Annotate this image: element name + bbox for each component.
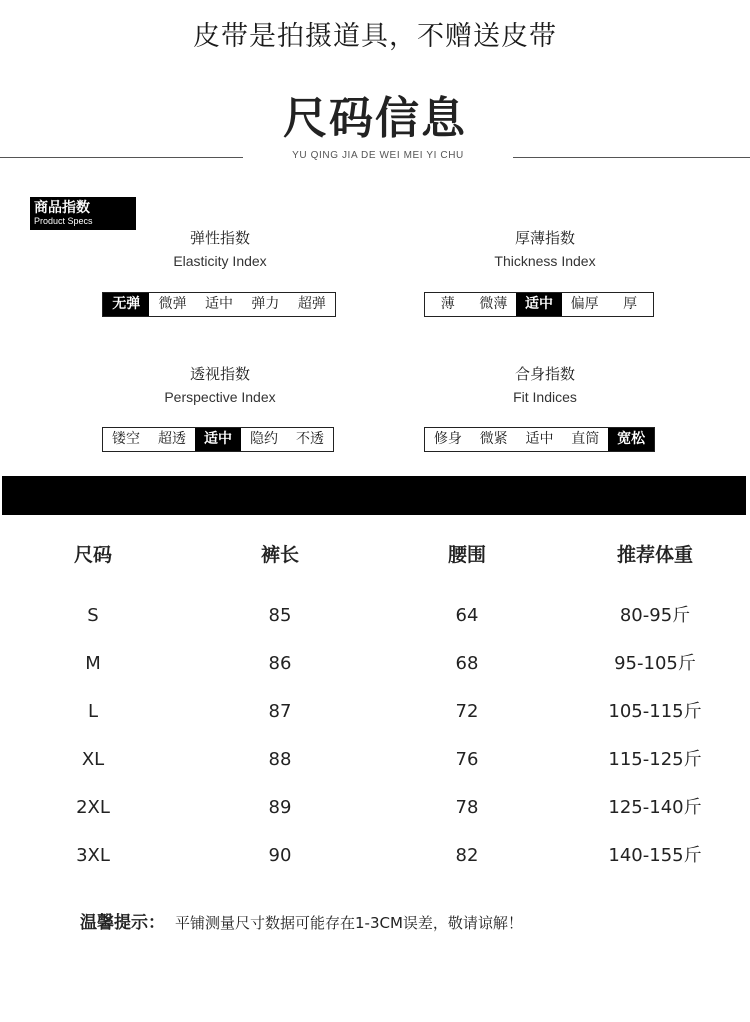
elasticity-option: 无弹: [103, 293, 149, 316]
section-divider-bar: [2, 476, 746, 515]
perspective-title-en: Perspective Index: [164, 389, 276, 405]
elasticity-index: [120, 228, 320, 270]
cell-waist: 72: [455, 701, 479, 722]
fit-scale: [424, 427, 655, 452]
header-weight: 推荐体重: [616, 544, 693, 566]
fit-option: 适中: [525, 431, 554, 447]
cell-weight: 95-105斤: [614, 653, 696, 674]
thickness-option: 偏厚: [570, 296, 599, 312]
fit-title: 合身指数: [514, 365, 575, 383]
cell-length: 85: [268, 605, 292, 626]
cell-waist: 64: [455, 605, 479, 626]
elasticity-option: 微弹: [158, 296, 187, 312]
cell-length: 90: [268, 845, 292, 866]
cell-weight: 125-140斤: [608, 797, 702, 818]
cell-waist: 76: [455, 749, 479, 770]
elasticity-scale: [102, 292, 336, 317]
fit-option: 直筒: [571, 431, 600, 447]
elasticity-option: 超弹: [297, 296, 326, 312]
notice-text: 皮带是拍摄道具，不赠送皮带: [193, 21, 557, 52]
cell-weight: 140-155斤: [608, 845, 702, 866]
product-specs-label-en: Product Specs: [34, 216, 93, 226]
perspective-option: 超透: [158, 431, 186, 447]
thickness-option: 厚: [623, 296, 638, 312]
page-title: 尺码信息: [283, 93, 467, 144]
table-row: [0, 793, 750, 823]
perspective-option: 镂空: [112, 431, 140, 447]
fit-option: 修身: [433, 431, 462, 447]
product-specs-badge: [30, 197, 136, 230]
cell-size: XL: [81, 749, 105, 770]
thickness-title: 厚薄指数: [514, 229, 575, 247]
perspective-index: [120, 364, 320, 406]
table-header-row: [0, 540, 750, 570]
thickness-option: 薄: [440, 296, 455, 312]
cell-length: 87: [268, 701, 292, 722]
pinyin-subtitle: YU QING JIA DE WEI MEI YI CHU: [292, 150, 464, 161]
perspective-option: 适中: [195, 428, 241, 451]
fit-option: 宽松: [608, 428, 654, 451]
table-row: [0, 745, 750, 775]
table-row: [0, 841, 750, 871]
perspective-option: 隐约: [250, 431, 278, 447]
header-length: 裤长: [260, 544, 299, 566]
elasticity-title: 弹性指数: [189, 229, 250, 247]
warm-tip-text: 平铺测量尺寸数据可能存在1-3CM误差，敬请谅解！: [175, 914, 523, 932]
header-waist: 腰围: [447, 544, 486, 566]
fit-index: [445, 364, 645, 406]
table-row: [0, 601, 750, 631]
cell-size: 3XL: [76, 845, 110, 866]
divider-right: [513, 157, 750, 158]
cell-waist: 82: [455, 845, 479, 866]
cell-size: M: [85, 653, 101, 674]
warm-tip-label: 温馨提示：: [80, 913, 165, 933]
elasticity-option: 弹力: [251, 296, 280, 312]
cell-length: 88: [268, 749, 292, 770]
cell-length: 86: [268, 653, 292, 674]
perspective-scale: [102, 427, 334, 452]
divider-left: [0, 157, 243, 158]
cell-size: S: [87, 605, 99, 626]
cell-size: L: [87, 701, 99, 722]
cell-length: 89: [268, 797, 292, 818]
thickness-title-en: Thickness Index: [494, 253, 596, 269]
thickness-option: 适中: [516, 293, 562, 316]
table-row: [0, 649, 750, 679]
fit-title-en: Fit Indices: [513, 389, 577, 405]
warm-tip: [80, 911, 523, 935]
cell-waist: 68: [455, 653, 479, 674]
thickness-index: [445, 228, 645, 270]
table-row: [0, 697, 750, 727]
product-specs-label: 商品指数: [34, 200, 90, 216]
fit-option: 微紧: [479, 431, 508, 447]
elasticity-option: 适中: [205, 296, 234, 312]
cell-weight: 105-115斤: [608, 701, 702, 722]
thickness-scale: [424, 292, 654, 317]
cell-weight: 80-95斤: [619, 605, 691, 626]
cell-waist: 78: [455, 797, 479, 818]
thickness-option: 微薄: [479, 296, 508, 312]
cell-size: 2XL: [76, 797, 110, 818]
elasticity-title-en: Elasticity Index: [173, 253, 267, 269]
header-size: 尺码: [73, 544, 112, 566]
perspective-title: 透视指数: [189, 365, 250, 383]
perspective-option: 不透: [296, 431, 324, 447]
cell-weight: 115-125斤: [608, 749, 702, 770]
